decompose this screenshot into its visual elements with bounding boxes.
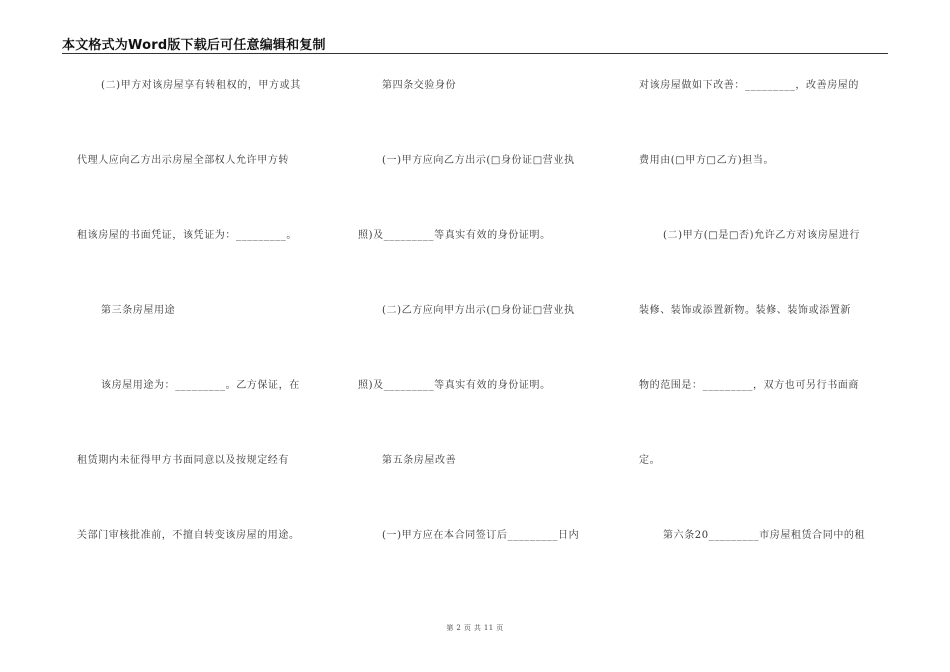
- section-heading: 第六条20_________市房屋租赁合同中的租: [663, 530, 866, 541]
- text-line: (二)乙方应向甲方出示(□身份证□营业执: [382, 305, 575, 316]
- text-line: 租赁期内未征得甲方书面同意以及按规定经有: [77, 455, 289, 466]
- text-line: 费用由(□甲方□乙方)担当。: [639, 155, 775, 166]
- text-line: (一)甲方应在本合同签订后_________日内: [382, 530, 580, 541]
- text-line: 定。: [639, 455, 661, 466]
- text-line: 照)及_________等真实有效的身份证明。: [358, 230, 551, 241]
- text-line: 该房屋用途为：_________。乙方保证，在: [101, 380, 300, 391]
- page-number-footer: 第 2 页 共 11 页: [446, 624, 504, 632]
- section-heading: 第三条房屋用途: [101, 305, 176, 316]
- text-line: 租该房屋的书面凭证，该凭证为：_________。: [77, 230, 297, 241]
- text-line: 装修、装饰或添置新物。装修、装饰或添置新: [639, 305, 851, 316]
- section-heading: 第四条交验身份: [382, 80, 457, 91]
- text-line: (二)甲方对该房屋享有转租权的，甲方或其: [101, 80, 301, 91]
- document-header-title: 本文格式为Word版下载后可任意编辑和复制: [62, 38, 326, 53]
- section-heading: 第五条房屋改善: [382, 455, 457, 466]
- text-line: 代理人应向乙方出示房屋全部权人允许甲方转: [77, 155, 289, 166]
- text-line: 关部门审核批准前，不擅自转变该房屋的用途。: [77, 530, 300, 541]
- text-line: 照)及_________等真实有效的身份证明。: [358, 380, 551, 391]
- text-line: (二)甲方(□是□否)允许乙方对该房屋进行: [663, 230, 861, 241]
- text-line: (一)甲方应向乙方出示(□身份证□营业执: [382, 155, 575, 166]
- text-line: 对该房屋做如下改善：_________，改善房屋的: [639, 80, 859, 91]
- text-line: 物的范围是：_________，双方也可另行书面商: [639, 380, 859, 391]
- header-divider: [62, 53, 888, 54]
